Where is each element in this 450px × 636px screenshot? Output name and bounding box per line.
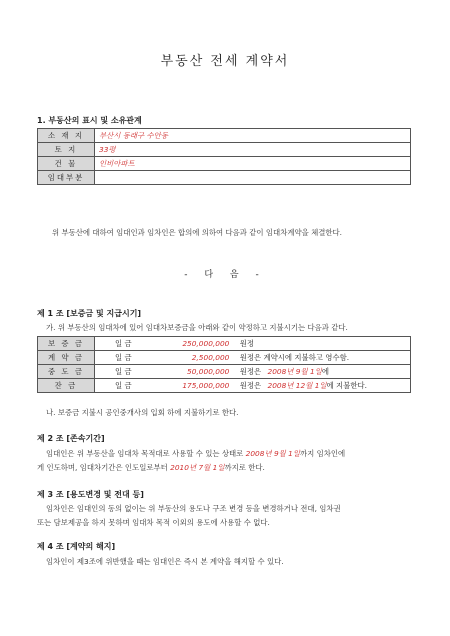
deposit-detail [95,351,411,365]
amount-text: 50,000,000 [187,367,230,376]
deposit-label: 보 증 금 [38,337,95,351]
article2-date: 2010년 7월 1일 [170,463,225,472]
property-value: 33평 [95,143,411,157]
deposit-label: 잔 금 [38,379,95,393]
deposit-detail [95,337,411,351]
unit-text: 원정은 [239,381,262,390]
post-text: 에 지불한다. [326,381,367,390]
unit-text: 원정은 [239,367,262,376]
table-row [38,365,411,379]
document-title: 부동산 전세 계약서 [160,54,290,69]
article3-heading: 제 3 조 [용도변경 및 전대 등] [37,490,144,499]
article2-text: 까지로 한다. [224,463,265,472]
article2-text: 까지 임차인에 [299,449,346,458]
deposit-label: 중 도 금 [38,365,95,379]
table-row [38,157,411,171]
property-label: 임대부분 [38,171,95,185]
article3-line2: 또는 담보제공을 하지 못하며 임대차 목적 이외의 용도에 사용할 수 없다. [37,518,270,527]
amount-text: 2,500,000 [191,353,230,362]
article3-line1: 임차인은 임대인의 동의 없이는 위 부동산의 용도나 구조 변경 등을 변경하거나 전대, 임차권 [46,504,341,513]
property-value [95,171,411,185]
table-row [38,171,411,185]
property-label: 건 물 [38,157,95,171]
article1-desc: 가. 위 부동산의 임대차에 있어 임대차보증금을 아래와 같이 약정하고 지불시기는 다음과 같다. [46,323,348,332]
property-value: 인비아파트 [95,157,411,171]
table-row [38,351,411,365]
deposit-detail [95,365,411,379]
sum-text: 일 금 [115,367,132,376]
property-table [37,128,411,185]
post-text: 에 [321,367,329,376]
article2-heading: 제 2 조 [존속기간] [37,434,105,443]
intro-text: 위 부동산에 대하여 임대인과 임차인은 합의에 의하여 다음과 같이 임대차계약을 체결한다. [52,228,343,237]
article2-date: 2008년 9월 1일 [245,449,300,458]
table-row [38,143,411,157]
unit-text: 원정은 계약시에 지불하고 영수함. [239,353,350,362]
amount-text: 175,000,000 [182,381,230,390]
date-text: 2008년 9월 1일 [267,367,322,376]
deposit-table [37,336,411,393]
article1-heading: 제 1 조 [보증금 및 지급시기] [37,309,142,318]
article2-text: 게 인도하며, 임대차기간은 인도일로부터 [37,463,168,472]
table-row [38,129,411,143]
unit-text: 원정 [239,339,254,348]
table-row [38,379,411,393]
article4-heading: 제 4 조 [계약의 해지] [37,542,116,551]
section1-heading: 1. 부동산의 표시 및 소유관계 [37,116,142,125]
property-label: 소 재 지 [38,129,95,143]
amount-text: 250,000,000 [182,339,230,348]
deposit-detail [95,379,411,393]
article2-line2 [37,462,265,473]
article2-text: 임대인은 위 부동산을 임대차 목적대로 사용할 수 있는 상태로 [46,449,244,458]
divider-text: - 다 음 - [184,270,266,280]
article1-note: 나. 보증금 지불시 공인중개사의 입회 하에 지불하기로 한다. [46,408,239,417]
article4-line1: 임차인이 제3조에 위반했을 때는 임대인은 즉시 본 계약을 해지할 수 있다. [46,557,284,566]
date-text: 2008년 12월 1일 [267,381,327,390]
sum-text: 일 금 [115,353,132,362]
deposit-label: 계 약 금 [38,351,95,365]
property-label: 토 지 [38,143,95,157]
table-row [38,337,411,351]
sum-text: 일 금 [115,339,132,348]
property-value: 부산시 동래구 수안동 [95,129,411,143]
sum-text: 일 금 [115,381,132,390]
article2-line1 [46,448,345,459]
